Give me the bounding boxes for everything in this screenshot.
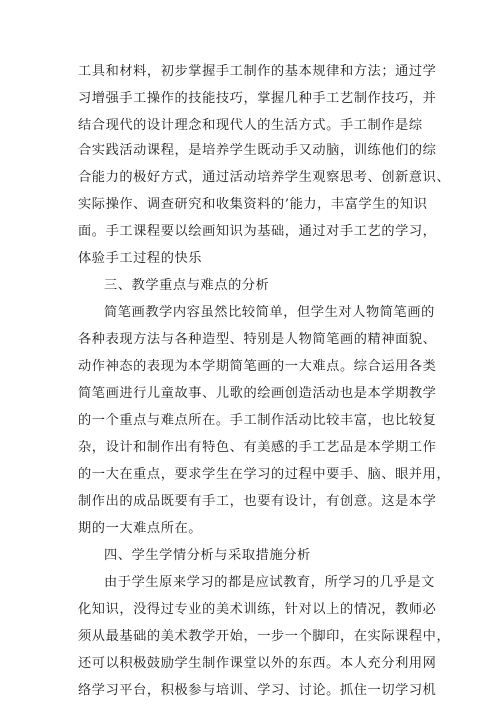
paragraph-line: 络学习平台，积极参与培训、学习、讨论。抓住一切学习机 <box>78 683 437 698</box>
paragraph-line: 实际操作、调查研究和收集资料的’能力，丰富学生的知识 <box>78 197 428 212</box>
paragraph-line: 须从最基础的美术教学开始，一步一个脚印，在实际课程中， <box>78 629 451 644</box>
paragraph-line: 期的一大难点所在。 <box>78 521 203 536</box>
paragraph-line: 制作出的成品既要有手工，也要有设计，有创意。这是本学 <box>78 494 437 509</box>
paragraph-line: 结合现代的设计理念和现代人的生活方式。手工制作是综 <box>78 118 423 133</box>
paragraph-line: 的一大在重点，要求学生在学习的过程中要手、脑、眼并用， <box>78 467 451 482</box>
paragraph-line: 化知识，没得过专业的美术训练，针对以上的情况，教师必 <box>78 602 437 617</box>
paragraph-line: 体验手工过程的快乐 <box>78 251 203 266</box>
paragraph-line: 简笔画教学内容虽然比较简单，但学生对人物简笔画的 <box>104 305 435 320</box>
paragraph-line: 工具和材料，初步掌握手工制作的基本规律和方法；通过学 <box>78 64 437 79</box>
paragraph-line: 动作神态的表现为本学期简笔画的一大难点。综合运用各类 <box>78 359 437 374</box>
paragraph-line: 由于学生原来学习的都是应试教育，所学习的几乎是文 <box>104 575 435 590</box>
paragraph-line: 简笔画进行儿童故事、儿歌的绘画创造活动也是本学期教学 <box>78 386 437 401</box>
section-heading: 四、学生学情分析与采取措施分析 <box>104 548 311 563</box>
paragraph-line: 各种表现方法与各种造型、特别是人物简笔画的精神面貌、 <box>78 332 437 347</box>
paragraph-line: 的一个重点与难点所在。手工制作活动比较丰富，也比较复 <box>78 413 437 428</box>
paragraph-line: 还可以积极鼓励学生制作课堂以外的东西。本人充分利用网 <box>78 656 437 671</box>
paragraph-line: 杂，设计和制作出有特色、有美感的手工艺品是本学期工作 <box>78 440 437 455</box>
section-heading: 三、教学重点与难点的分析 <box>104 278 270 293</box>
paragraph-line: 合能力的极好方式，通过活动培养学生观察思考、创新意识、 <box>78 170 451 185</box>
paragraph-line: 合实践活动课程，是培养学生既动手又动脑，训练他们的综 <box>78 143 437 158</box>
paragraph-line: 习增强手工操作的技能技巧，掌握几种手工艺制作技巧，并 <box>78 91 437 106</box>
paragraph-line: 面。手工课程要以绘画知识为基础，通过对手工艺的学习， <box>78 224 437 239</box>
